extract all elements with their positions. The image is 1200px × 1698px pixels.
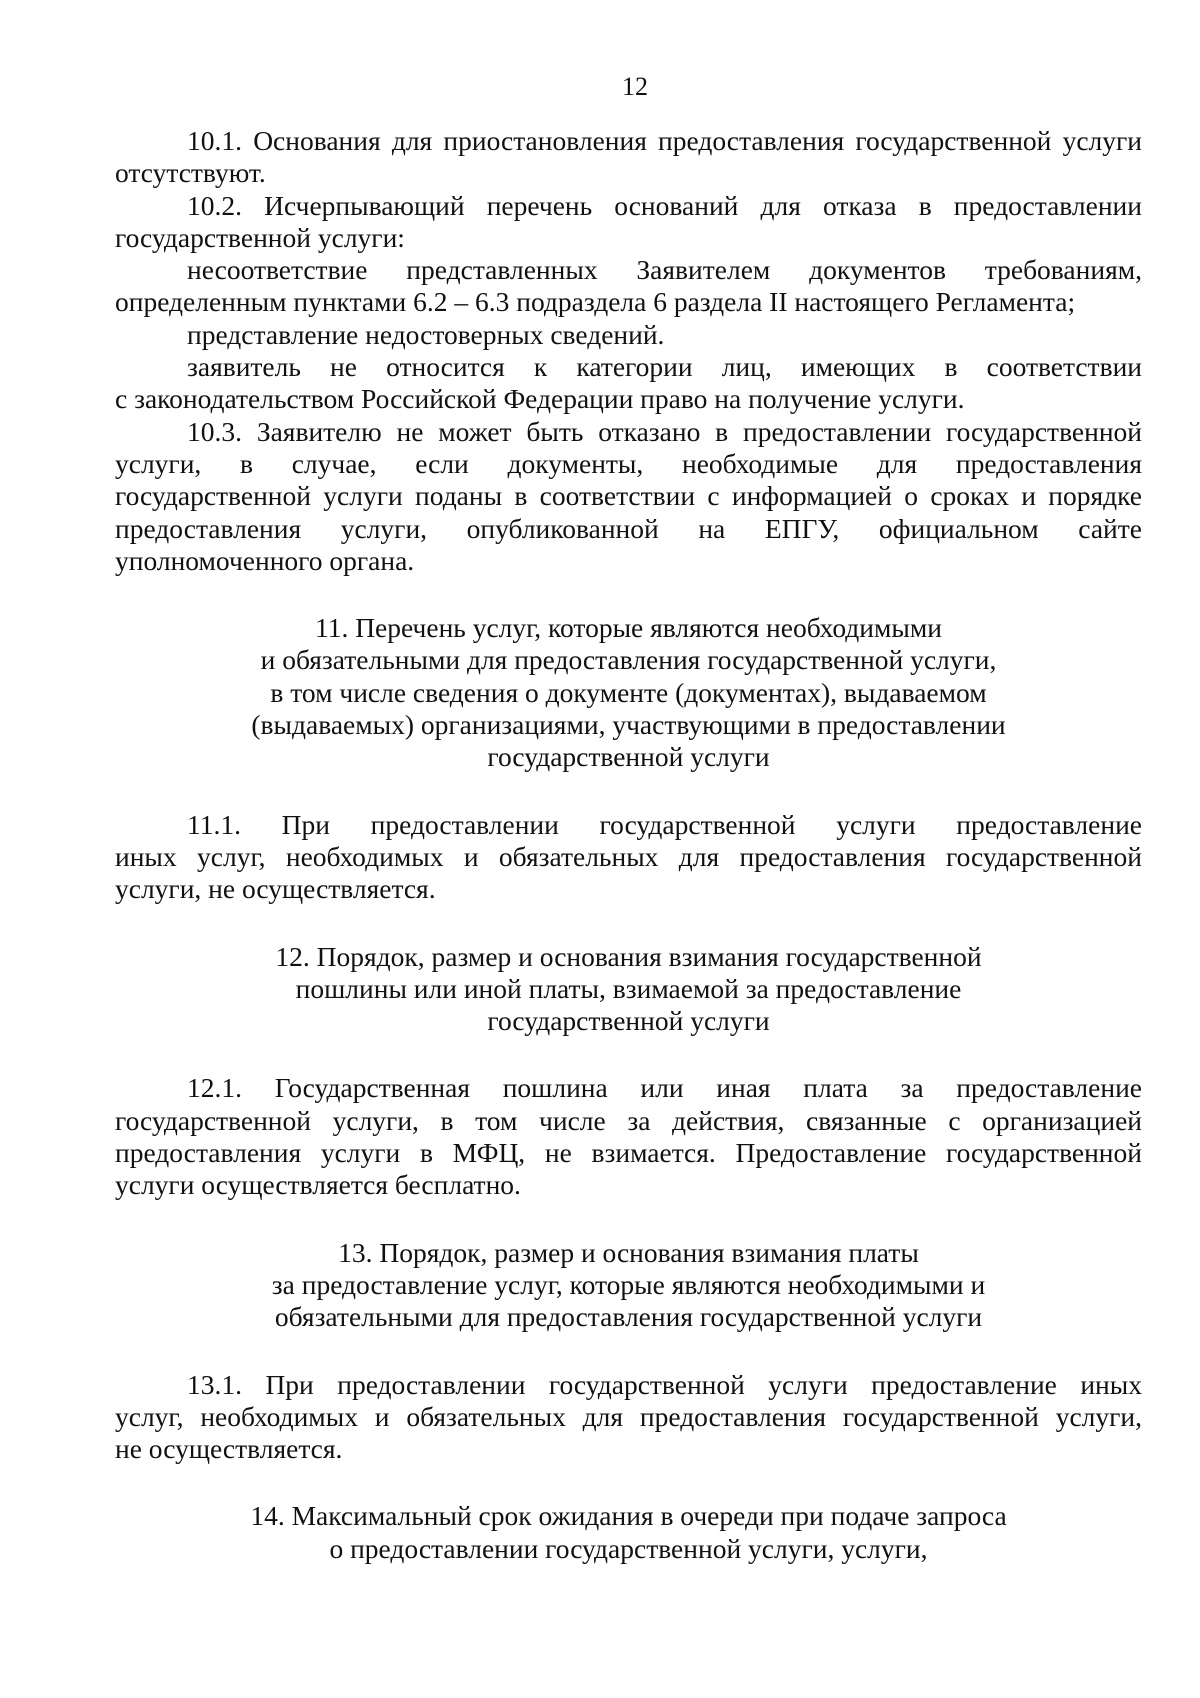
spacer [115, 577, 1142, 612]
heading-line: 13. Порядок, размер и основания взимания платы [338, 1236, 919, 1268]
section-heading [115, 1500, 1142, 1565]
text-line: иных услуг, необходимых и обязательных для предоставления государственной [115, 840, 1142, 872]
heading-line: 11. Перечень услуг, которые являются необходимыми [314, 612, 943, 644]
paragraph [115, 1072, 1142, 1201]
text-line: определенным пунктами 6.2 – 6.3 подраздела 6 раздела II настоящего Регламента; [115, 286, 1076, 318]
paragraph [115, 190, 1142, 255]
paragraph [115, 809, 1142, 906]
spacer [115, 1202, 1142, 1237]
heading-line: государственной услуги [487, 741, 770, 773]
paragraph [115, 1369, 1142, 1466]
paragraph [115, 319, 1142, 351]
text-line: заявитель не относится к категории лиц, имеющих в соответствии [187, 351, 1142, 383]
spacer [115, 1334, 1142, 1369]
text-line: уполномоченного органа. [115, 544, 415, 576]
text-line: 10.3. Заявителю не может быть отказано в предоставлении государственной [187, 415, 1142, 447]
heading-line: пошлины или иной платы, взимаемой за предоставление [295, 972, 962, 1004]
text-line: услуги осуществляется бесплатно. [115, 1169, 521, 1201]
spacer [115, 1465, 1142, 1500]
text-line: 10.1. Основания для приостановления предоставления государственной услуги [187, 125, 1142, 156]
text-line: отсутствуют. [115, 157, 266, 189]
heading-line: о предоставлении государственной услуги, услуги, [329, 1532, 928, 1564]
text-line: 13.1. При предоставлении государственной услуги предоставление иных [187, 1368, 1142, 1400]
text-line: государственной услуги, в том числе за действия, связанные с организацией [115, 1104, 1142, 1136]
heading-line: за предоставление услуг, которые являются необходимыми и [271, 1268, 986, 1300]
heading-line: и обязательными для предоставления государственной услуги, [260, 644, 997, 676]
text-line: услуги, не осуществляется. [115, 873, 436, 905]
text-line: услуг, необходимых и обязательных для предоставления государственной услуги, [115, 1400, 1142, 1432]
text-line: представление недостоверных сведений. [187, 318, 665, 350]
spacer [115, 906, 1142, 941]
paragraph [115, 125, 1142, 190]
text-line: с законодательством Российской Федерации право на получение услуги. [115, 383, 965, 415]
page-number: 12 [622, 72, 648, 101]
heading-line: 12. Порядок, размер и основания взимания государственной [275, 940, 982, 972]
spacer [115, 774, 1142, 809]
paragraph [115, 351, 1142, 416]
text-line: государственной услуги: [115, 221, 405, 253]
heading-line: в том числе сведения о документе (документах), выдаваемом [270, 676, 987, 708]
heading-line: (выдаваемых) организациями, участвующими в предоставлении [251, 709, 1006, 741]
text-line: 10.2. Исчерпывающий перечень оснований для отказа в предоставлении [187, 189, 1142, 221]
heading-line: обязательными для предоставления государственной услуги [274, 1301, 983, 1333]
heading-line: государственной услуги [487, 1005, 770, 1037]
paragraph [115, 254, 1142, 319]
text-line: 12.1. Государственная пошлина или иная плата за предоставление [187, 1072, 1142, 1104]
text-line: предоставления услуги, опубликованной на ЕПГУ, официальном сайте [115, 512, 1142, 544]
paragraph [115, 416, 1142, 577]
text-line: предоставления услуги в МФЦ, не взимается. Предоставление государственной [115, 1137, 1142, 1169]
text-line: услуги, в случае, если документы, необходимые для предоставления [115, 447, 1142, 479]
section-heading [115, 941, 1142, 1038]
text-line: несоответствие представленных Заявителем документов требованиям, [187, 254, 1142, 286]
heading-line: 14. Максимальный срок ожидания в очереди при подаче запроса [250, 1500, 1007, 1532]
text-line: не осуществляется. [115, 1433, 343, 1465]
spacer [115, 1037, 1142, 1072]
document-body [115, 125, 1142, 1565]
text-line: 11.1. При предоставлении государственной услуги предоставление [187, 808, 1142, 840]
text-line: государственной услуги поданы в соответствии с информацией о сроках и порядке [115, 480, 1142, 512]
section-heading [115, 612, 1142, 773]
section-heading [115, 1237, 1142, 1334]
